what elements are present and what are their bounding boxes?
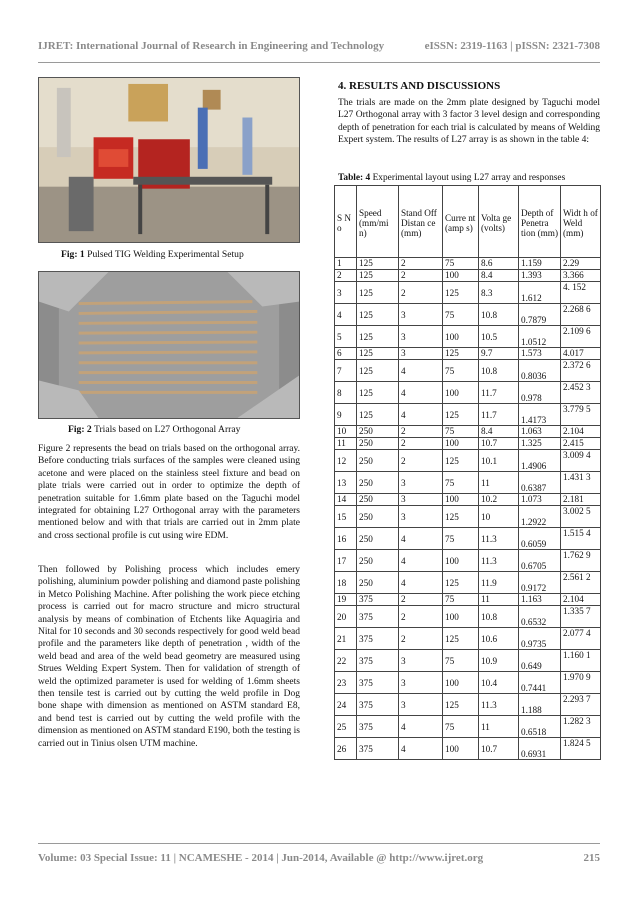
table-cell: 0.6532 <box>519 606 561 628</box>
table-cell: 125 <box>443 506 479 528</box>
table-cell: 250 <box>357 550 399 572</box>
table-cell: 100 <box>443 270 479 282</box>
table-row <box>335 360 601 382</box>
figure-1-caption <box>61 249 244 260</box>
table-cell: 24 <box>335 694 357 716</box>
table-cell: 0.9735 <box>519 628 561 650</box>
table-cell: 100 <box>443 326 479 348</box>
table-cell: 250 <box>357 572 399 594</box>
table-cell: 11.3 <box>479 694 519 716</box>
table-row <box>335 606 601 628</box>
table-cell: 125 <box>443 694 479 716</box>
table-row <box>335 304 601 326</box>
column-header: Speed (mm/mi n) <box>357 186 399 258</box>
table-cell: 75 <box>443 304 479 326</box>
table-cell: 4 <box>399 382 443 404</box>
table-cell: 1 <box>335 258 357 270</box>
table-cell: 11.9 <box>479 572 519 594</box>
table-cell: 2.415 <box>561 438 601 450</box>
figure-1-photo <box>38 77 300 243</box>
table-cell: 4 <box>399 404 443 426</box>
table-row <box>335 348 601 360</box>
figure-2-label: Fig: 2 <box>68 424 92 435</box>
table-cell: 75 <box>443 528 479 550</box>
table-cell: 125 <box>357 326 399 348</box>
table-cell: 3 <box>399 672 443 694</box>
table-cell: 20 <box>335 606 357 628</box>
running-footer <box>38 852 600 864</box>
table-cell: 2 <box>399 270 443 282</box>
table-cell: 3.002 5 <box>561 506 601 528</box>
table-row <box>335 404 601 426</box>
footer-citation: Volume: 03 Special Issue: 11 | NCAMESHE - 2014 | Jun-2014, Available @ http://www.ijret.org <box>38 852 484 864</box>
table-cell: 250 <box>357 528 399 550</box>
table-cell: 375 <box>357 628 399 650</box>
table-cell: 125 <box>357 270 399 282</box>
table-cell: 75 <box>443 426 479 438</box>
footer-rule <box>38 843 600 844</box>
table-cell: 375 <box>357 738 399 760</box>
column-header: Volta ge (volts) <box>479 186 519 258</box>
table-cell: 2.29 <box>561 258 601 270</box>
table-cell: 8.4 <box>479 270 519 282</box>
table-cell: 2.372 6 <box>561 360 601 382</box>
table-cell: 16 <box>335 528 357 550</box>
table-cell: 100 <box>443 494 479 506</box>
table-cell: 1.824 5 <box>561 738 601 760</box>
table-cell: 3 <box>399 506 443 528</box>
table-row <box>335 438 601 450</box>
table-cell: 250 <box>357 450 399 472</box>
table-cell: 11 <box>479 472 519 494</box>
table-cell: 75 <box>443 716 479 738</box>
table-row <box>335 628 601 650</box>
table-row <box>335 450 601 472</box>
table-cell: 17 <box>335 550 357 572</box>
figure-1-caption-text: Pulsed TIG Welding Experimental Setup <box>87 249 244 260</box>
table-cell: 2 <box>399 606 443 628</box>
table-cell: 3 <box>399 472 443 494</box>
table-cell: 7 <box>335 360 357 382</box>
table-cell: 3 <box>399 694 443 716</box>
table-cell: 1.2922 <box>519 506 561 528</box>
table-row <box>335 672 601 694</box>
table-cell: 8.4 <box>479 426 519 438</box>
table-cell: 25 <box>335 716 357 738</box>
table-cell: 2.104 <box>561 426 601 438</box>
table-cell: 0.6931 <box>519 738 561 760</box>
table-cell: 10.7 <box>479 438 519 450</box>
table-cell: 0.8036 <box>519 360 561 382</box>
table-cell: 3 <box>399 304 443 326</box>
table-label: Table: 4 <box>338 173 371 183</box>
table-cell: 11 <box>335 438 357 450</box>
body-paragraph-2: Then followed by Polishing process which includes emery polishing, aluminium powder polishing and diamond paste polishing in Metco Polishing Machine. After polishing the work piece etching process is carried out for macro structure and micro structural analysis by means of combination of Etchents like Aquagiria and Nital for 10 seconds and 30 seconds respectively for good weld bead profile and the parameters like depth of penetration , width of the weld bead and area of the weld bead geometry are measured using Strues Welding Expert System. Then for validation of strength of weld the optimized parameter is used for welding of 1.6mm sheets then tensile test is carried out by cutting the weld profile in Dog bone shape with dimension as mentioned on ASTM standard E8, and bend test is carried out by cutting the weld profile with the dimension as mentioned on ASTM standard E190, both the testing is carried out in Tinius olsen UTM machine. <box>38 565 300 749</box>
table-cell: 375 <box>357 594 399 606</box>
table-cell: 23 <box>335 672 357 694</box>
table-cell: 13 <box>335 472 357 494</box>
table-cell: 2.561 2 <box>561 572 601 594</box>
table-row <box>335 572 601 594</box>
table-cell: 250 <box>357 426 399 438</box>
table-cell: 11.7 <box>479 382 519 404</box>
table-cell: 2.104 <box>561 594 601 606</box>
table-cell: 3.366 <box>561 270 601 282</box>
table-cell: 10.8 <box>479 304 519 326</box>
issn-info: eISSN: 2319-1163 | pISSN: 2321-7308 <box>424 40 600 52</box>
table-cell: 19 <box>335 594 357 606</box>
table-cell: 0.6518 <box>519 716 561 738</box>
table-row <box>335 694 601 716</box>
table-cell: 11.3 <box>479 550 519 572</box>
table-cell: 75 <box>443 472 479 494</box>
table-cell: 1.970 9 <box>561 672 601 694</box>
table-cell: 250 <box>357 472 399 494</box>
table-cell: 4.017 <box>561 348 601 360</box>
table-cell: 0.7879 <box>519 304 561 326</box>
table-cell: 3 <box>399 650 443 672</box>
table-row <box>335 594 601 606</box>
header-rule <box>38 62 600 63</box>
section-paragraph: The trials are made on the 2mm plate designed by Taguchi model L27 Orthogonal array with 3 factor 3 level design and corresponding depth of penetration for each trial is calculated by means of Welding Expert system. The results of L27 array is as shown in the table 4: <box>338 98 600 146</box>
table-cell: 1.335 7 <box>561 606 601 628</box>
table-cell: 125 <box>443 282 479 304</box>
table-cell: 10 <box>479 506 519 528</box>
table-row <box>335 494 601 506</box>
table-cell: 3.009 4 <box>561 450 601 472</box>
table-cell: 4 <box>335 304 357 326</box>
table-cell: 1.188 <box>519 694 561 716</box>
table-cell: 2 <box>399 450 443 472</box>
table-cell: 1.612 <box>519 282 561 304</box>
table-cell: 125 <box>357 404 399 426</box>
table-row <box>335 282 601 304</box>
table-cell: 3 <box>335 282 357 304</box>
table-cell: 10.7 <box>479 738 519 760</box>
table-cell: 75 <box>443 650 479 672</box>
table-cell: 100 <box>443 738 479 760</box>
table-cell: 250 <box>357 506 399 528</box>
table-cell: 2.109 6 <box>561 326 601 348</box>
table-caption <box>338 173 565 183</box>
table-caption-text: Experimental layout using L27 array and responses <box>372 173 566 183</box>
table-cell: 2.268 6 <box>561 304 601 326</box>
table-cell: 1.431 3 <box>561 472 601 494</box>
table-row <box>335 258 601 270</box>
table-cell: 375 <box>357 716 399 738</box>
table-cell: 75 <box>443 360 479 382</box>
table-cell: 18 <box>335 572 357 594</box>
table-cell: 100 <box>443 606 479 628</box>
table-cell: 75 <box>443 258 479 270</box>
table-cell: 1.073 <box>519 494 561 506</box>
table-cell: 1.063 <box>519 426 561 438</box>
table-cell: 75 <box>443 594 479 606</box>
section-title: 4. RESULTS AND DISCUSSIONS <box>338 80 501 92</box>
table-cell: 14 <box>335 494 357 506</box>
journal-name: IJRET: International Journal of Research in Engineering and Technology <box>38 40 385 52</box>
table-cell: 2 <box>399 594 443 606</box>
table-cell: 1.282 3 <box>561 716 601 738</box>
table-cell: 125 <box>443 348 479 360</box>
table-cell: 2.077 4 <box>561 628 601 650</box>
figure-2-photo <box>38 271 300 419</box>
table-cell: 2.452 3 <box>561 382 601 404</box>
table-cell: 2.293 7 <box>561 694 601 716</box>
table-cell: 125 <box>443 572 479 594</box>
column-header: Curre nt (amp s) <box>443 186 479 258</box>
table-cell: 3 <box>399 494 443 506</box>
table-row <box>335 650 601 672</box>
running-header <box>38 40 600 52</box>
table-header-row <box>335 186 601 258</box>
table-row <box>335 382 601 404</box>
table-cell: 9 <box>335 404 357 426</box>
table-cell: 375 <box>357 606 399 628</box>
table-cell: 125 <box>443 450 479 472</box>
figure-1-label: Fig: 1 <box>61 249 85 260</box>
table-cell: 10 <box>335 426 357 438</box>
table-body <box>335 258 601 760</box>
column-header: Depth of Penetra tion (mm) <box>519 186 561 258</box>
table-cell: 2 <box>399 258 443 270</box>
table-cell: 375 <box>357 694 399 716</box>
table-row <box>335 326 601 348</box>
table-row <box>335 472 601 494</box>
table-row <box>335 528 601 550</box>
table-cell: 100 <box>443 550 479 572</box>
table-cell: 4 <box>399 716 443 738</box>
table-cell: 4. 152 <box>561 282 601 304</box>
column-header: Widt h of Weld (mm) <box>561 186 601 258</box>
table-cell: 22 <box>335 650 357 672</box>
table-row <box>335 506 601 528</box>
table-cell: 11 <box>479 594 519 606</box>
table-cell: 21 <box>335 628 357 650</box>
table-cell: 4 <box>399 550 443 572</box>
results-table <box>334 185 601 760</box>
body-paragraph-1: Figure 2 represents the bead on trials based on the orthogonal array. Before conducting trials surfaces of the samples were cleaned using acetone and were placed on the stainless steel fixture and bead on plate trials were carried out in order to optimize the depth of penetration suitable for 1.6mm plate based on the Taguchi model integrated for obtaining L27 Orthogonal array with the parameters mentioned below and with that trials are carried out in 2mm plate and cross sectional profile is cut using wire EDM. <box>38 444 300 541</box>
table-row <box>335 738 601 760</box>
table-cell: 0.649 <box>519 650 561 672</box>
table-cell: 9.7 <box>479 348 519 360</box>
table-cell: 250 <box>357 438 399 450</box>
table-cell: 10.4 <box>479 672 519 694</box>
table-cell: 8.3 <box>479 282 519 304</box>
table-cell: 10.2 <box>479 494 519 506</box>
table-cell: 125 <box>357 282 399 304</box>
table-cell: 11 <box>479 716 519 738</box>
table-cell: 10.9 <box>479 650 519 672</box>
table-cell: 0.9172 <box>519 572 561 594</box>
table-row <box>335 426 601 438</box>
table-cell: 11.3 <box>479 528 519 550</box>
table-cell: 125 <box>443 628 479 650</box>
table-cell: 1.159 <box>519 258 561 270</box>
table-cell: 4 <box>399 528 443 550</box>
table-cell: 1.4173 <box>519 404 561 426</box>
table-cell: 100 <box>443 438 479 450</box>
table-cell: 0.6059 <box>519 528 561 550</box>
table-cell: 1.0512 <box>519 326 561 348</box>
table-cell: 0.6387 <box>519 472 561 494</box>
table-cell: 12 <box>335 450 357 472</box>
table-cell: 10.6 <box>479 628 519 650</box>
table-cell: 1.325 <box>519 438 561 450</box>
table-row <box>335 550 601 572</box>
table-cell: 375 <box>357 672 399 694</box>
table-cell: 3 <box>399 348 443 360</box>
table-cell: 100 <box>443 672 479 694</box>
table-row <box>335 716 601 738</box>
table-cell: 4 <box>399 360 443 382</box>
table-cell: 1.4906 <box>519 450 561 472</box>
table-cell: 8.6 <box>479 258 519 270</box>
figure-2-caption <box>68 424 240 435</box>
page-number: 215 <box>583 852 600 864</box>
table-cell: 1.573 <box>519 348 561 360</box>
column-header: Stand Off Distan ce (mm) <box>399 186 443 258</box>
table-cell: 125 <box>443 404 479 426</box>
table-cell: 125 <box>357 348 399 360</box>
table-cell: 250 <box>357 494 399 506</box>
table-cell: 125 <box>357 382 399 404</box>
table-cell: 15 <box>335 506 357 528</box>
table-cell: 2.181 <box>561 494 601 506</box>
table-cell: 125 <box>357 304 399 326</box>
table-cell: 125 <box>357 360 399 382</box>
table-cell: 100 <box>443 382 479 404</box>
column-header: S N o <box>335 186 357 258</box>
table-cell: 2 <box>399 282 443 304</box>
table-cell: 10.8 <box>479 360 519 382</box>
figure-2-caption-text: Trials based on L27 Orthogonal Array <box>93 424 241 435</box>
table-cell: 2 <box>399 628 443 650</box>
table-cell: 8 <box>335 382 357 404</box>
table-cell: 1.762 9 <box>561 550 601 572</box>
table-cell: 2 <box>335 270 357 282</box>
table-cell: 5 <box>335 326 357 348</box>
table-cell: 4 <box>399 738 443 760</box>
table-cell: 3.779 5 <box>561 404 601 426</box>
table-cell: 1.160 1 <box>561 650 601 672</box>
table-cell: 10.1 <box>479 450 519 472</box>
table-cell: 125 <box>357 258 399 270</box>
table-cell: 3 <box>399 326 443 348</box>
table-cell: 375 <box>357 650 399 672</box>
table-cell: 26 <box>335 738 357 760</box>
table-cell: 2 <box>399 438 443 450</box>
table-cell: 1.393 <box>519 270 561 282</box>
table-cell: 2 <box>399 426 443 438</box>
table-cell: 1.163 <box>519 594 561 606</box>
table-cell: 6 <box>335 348 357 360</box>
table-cell: 10.8 <box>479 606 519 628</box>
table-cell: 11.7 <box>479 404 519 426</box>
table-cell: 10.5 <box>479 326 519 348</box>
table-cell: 0.978 <box>519 382 561 404</box>
table-row <box>335 270 601 282</box>
table-cell: 1.515 4 <box>561 528 601 550</box>
table-cell: 0.7441 <box>519 672 561 694</box>
table-cell: 4 <box>399 572 443 594</box>
table-cell: 0.6705 <box>519 550 561 572</box>
